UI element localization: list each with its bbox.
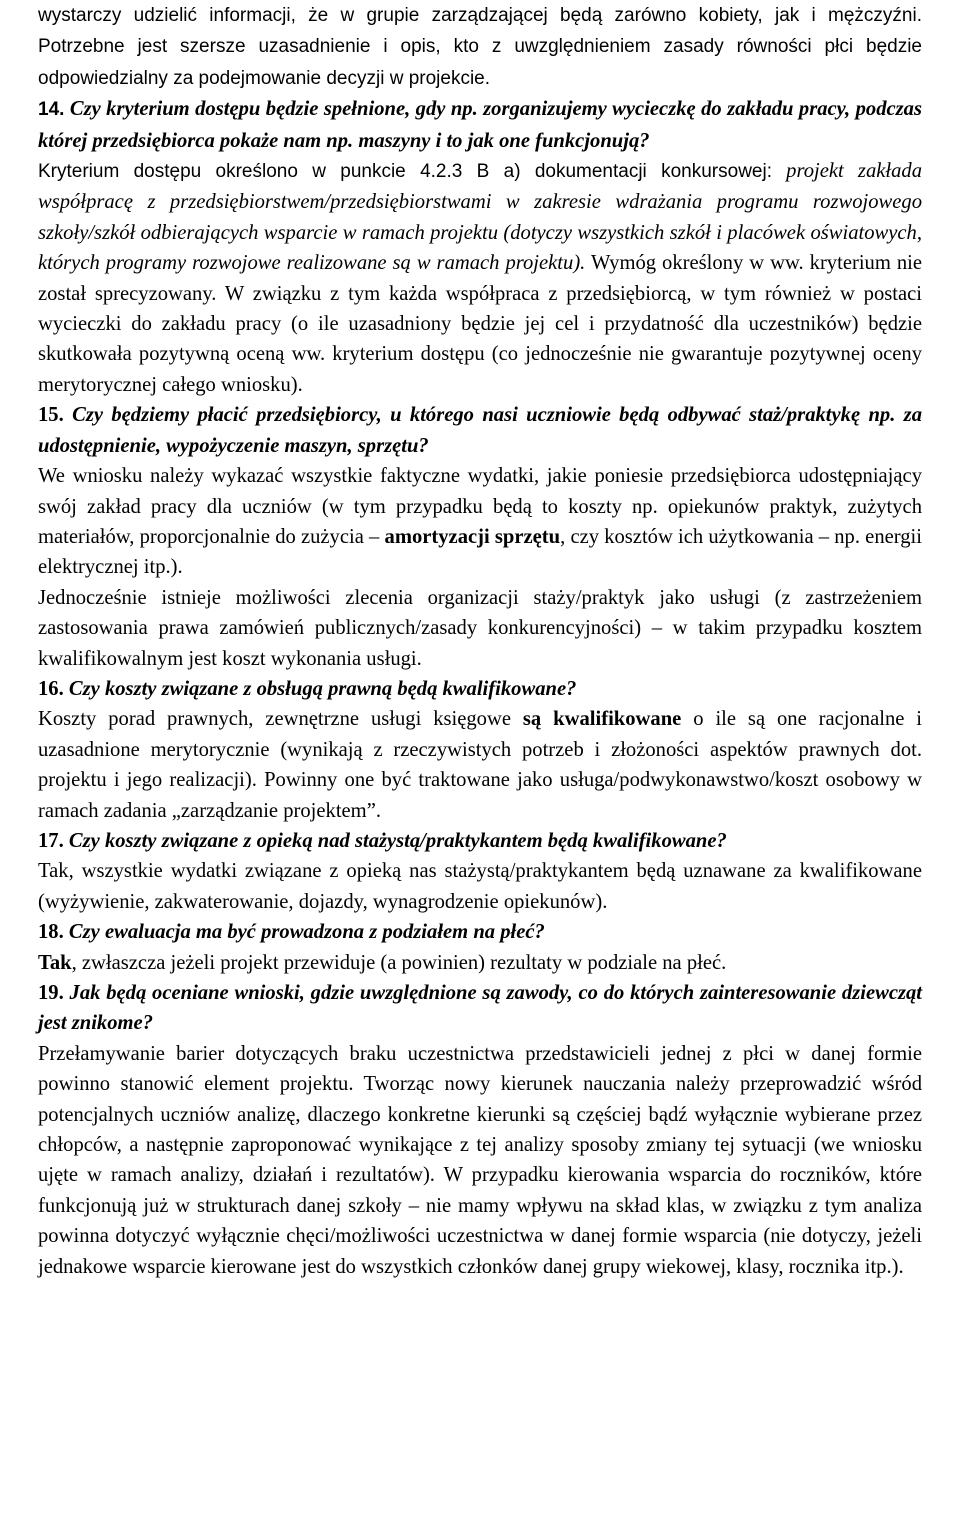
question-14: 14. Czy kryterium dostępu będzie spełnione, gdy np. zorganizujemy wycieczkę do zakładu pracy, podczas której przedsiębiorca pokaże nam np. maszyny i to jak one funkcjonują? [38,98,922,152]
question-18: 18. Czy ewaluacja ma być prowadzona z podziałem na płeć? [38,921,545,944]
answer-15: We wniosku należy wykazać wszystkie faktyczne wydatki, jakie poniesie przedsiębiorca udostępniający swój zakład pracy dla uczniów (w tym przypadku będą to koszty np. opiekunów praktyk, zużytych materiałów, proporcjonalnie do zużycia – amortyzacji sprzętu, czy kosztów ich użytkowania – np. energii elektrycznej itp.). [38,465,922,579]
answer-18: Tak, zwłaszcza jeżeli projekt przewiduje (a powinien) rezultaty w podziale na płeć. [38,951,727,974]
faq-item-19 [38,978,922,1282]
faq-item-17 [38,826,922,917]
question-16: 16. Czy koszty związane z obsługą prawną będą kwalifikowane? [38,677,577,700]
answer-15-extra: Jednocześnie istnieje możliwości zlecenia organizacji staży/praktyk jako usługi (z zastrzeżeniem zastosowania prawa zamówień publicznych/zasady konkurencyjności) – w takim przypadku kosztem kwalifikowalnym jest koszt wykonania usługi. [38,586,922,670]
faq-item-16 [38,674,922,826]
faq-item-14 [38,94,922,400]
question-15: 15. Czy będziemy płacić przedsiębiorcy, u którego nasi uczniowie będą odbywać staż/praktykę np. za udostępnienie, wypożyczenie maszyn, sprzętu? [38,404,922,457]
answer-17: Tak, wszystkie wydatki związane z opieką nas stażystą/praktykantem będą uznawane za kwalifikowane (wyżywienie, zakwaterowanie, dojazdy, wynagrodzenie opiekunów). [38,860,922,913]
answer-14: Kryterium dostępu określono w punkcie 4.2.3 B a) dokumentacji konkursowej: projekt zakłada współpracę z przedsiębiorstwem/przedsiębiorstwami w zakresie wdrażania programu rozwojowego szkoły/szkół odbierających wsparcie w ramach projektu (dotyczy wszystkich szkół i placówek oświatowych, których programy rozwojowe realizowane są w ramach projektu). Wymóg określony w ww. kryterium nie został sprecyzowany. W związku z tym każda współpraca z przedsiębiorcą, w tym również w postaci wycieczki do zakładu pracy (o ile uzasadniony będzie jej cel i przydatność dla uczestników) będzie skutkowała pozytywną oceną ww. kryterium dostępu (co jednocześnie nie gwarantuje pozytywnej oceny merytorycznej całego wniosku). [38,160,923,396]
faq-item-15 [38,400,922,674]
question-19: 19. Jak będą oceniane wnioski, gdzie uwzględnione są zawody, co do których zainteresowanie dziewcząt jest znikome? [38,982,922,1035]
answer-19: Przełamywanie barier dotyczących braku uczestnictwa przedstawicieli jednej z płci w danej formie powinno stanowić element projektu. Tworząc nowy kierunek nauczania należy przeprowadzić wśród potencjalnych uczniów analizę, dlaczego konkretne kierunki są częściej bądź wyłącznie wybierane przez chłopców, a następnie zaproponować wynikające z tej analizy sposoby zmiany tej sytuacji (we wniosku ujęte w ramach analizy, działań i rezultatów). W przypadku kierowania wsparcia do roczników, które funkcjonują już w strukturach danej szkoły – nie mamy wpływu na skład klas, w związku z tym analiza powinna dotyczyć wyłącznie chęci/możliwości uczestnictwa w danej formie wsparcia (nie dotyczy, jeżeli jednakowe wsparcie kierowane jest do wszystkich członków danej grupy wiekowej, klasy, rocznika itp.). [38,1042,922,1278]
faq-item-18 [38,917,922,978]
intro-paragraph: wystarczy udzielić informacji, że w grupie zarządzającej będą zarówno kobiety, jak i mężczyźni. Potrzebne jest szersze uzasadnienie i opis, kto z uwzględnieniem zasady równości płci będzie odpowiedzialny za podejmowanie decyzji w projekcie. [38,5,922,89]
question-17: 17. Czy koszty związane z opieką nad stażystą/praktykantem będą kwalifikowane? [38,829,727,852]
answer-16: Koszty porad prawnych, zewnętrzne usługi księgowe są kwalifikowane o ile są one racjonalne i uzasadnione merytorycznie (wynikają z rzeczywistych potrzeb i złożoności aspektów prawnych dot. projektu i jego realizacji). Powinny one być traktowane jako usługa/podwykonawstwo/koszt osobowy w ramach zadania „zarządzanie projektem”. [38,708,923,822]
